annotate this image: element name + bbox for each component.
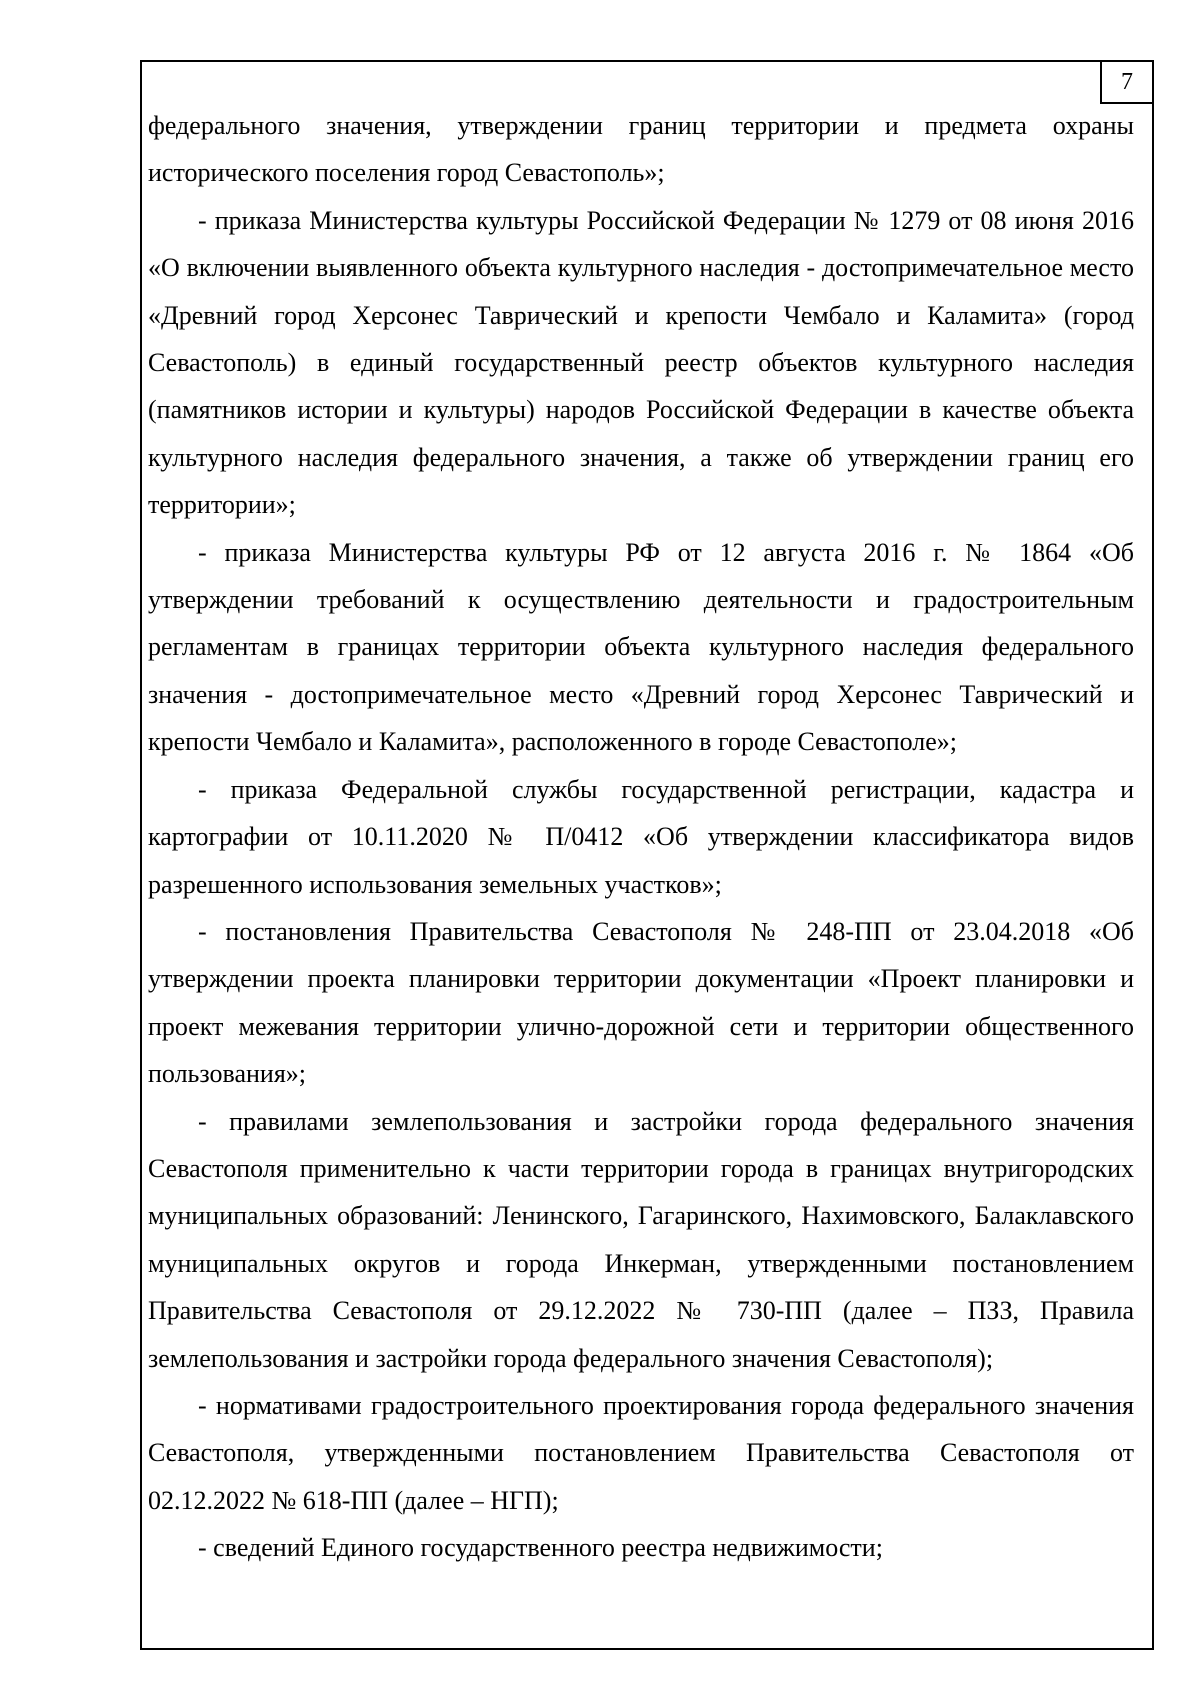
paragraph-order-1864: - приказа Министерства культуры РФ от 12 августа 2016 г. № 1864 «Об утверждении требований к осуществлению деятельности и градостроительным регламентам в границах территории объекта культурного наследия федерального значения - достопримечательное место «Древний город Херсонес Таврический и крепости Чембало и Каламита», расположенного в городе Севастополе»;	[148, 537, 1134, 757]
page-frame	[140, 60, 1154, 1650]
paragraph-urban-planning-norms: - нормативами градостроительного проектирования города федерального значения Севастополя, утвержденными постановлением Правительства Севастополя от 02.12.2022 № 618-ПП (далее – НГП);	[148, 1390, 1134, 1515]
paragraph-order-1279: - приказа Министерства культуры Российской Федерации № 1279 от 08 июня 2016 «О включении выявленного объекта культурного наследия - достопримечательное место «Древний город Херсонес Таврический и крепости Чембало и Каламита» (город Севастополь) в единый государственный реестр объектов культурного наследия (памятников истории и культуры) народов Российской Федерации в качестве объекта культурного наследия федерального значения, а также об утверждении границ его территории»;	[148, 205, 1134, 520]
paragraph-resolution-248: - постановления Правительства Севастополя № 248-ПП от 23.04.2018 «Об утверждении проекта планировки территории документации «Проект планировки и проект межевания территории улично-дорожной сети и территории общественного пользования»;	[148, 916, 1134, 1089]
document-body	[148, 102, 1134, 1572]
page-number: 7	[1100, 60, 1154, 104]
paragraph-continuation: федерального значения, утверждении границ территории и предмета охраны исторического поселения город Севастополь»;	[148, 111, 1134, 188]
paragraph-order-p0412: - приказа Федеральной службы государственной регистрации, кадастра и картографии от 10.11.2020 № П/0412 «Об утверждении классификатора видов разрешенного использования земельных участков»;	[148, 774, 1134, 899]
paragraph-land-use-rules: - правилами землепользования и застройки города федерального значения Севастополя применительно к части территории города в границах внутригородских муниципальных образований: Ленинского, Гагаринского, Нахимовского, Балаклавского муниципальных округов и города Инкерман, утвержденными постановлением Правительства Севастополя от 29.12.2022 № 730-ПП (далее – ПЗЗ, Правила землепользования и застройки города федерального значения Севастополя);	[148, 1106, 1134, 1373]
paragraph-real-estate-registry: - сведений Единого государственного реестра недвижимости;	[198, 1533, 883, 1563]
